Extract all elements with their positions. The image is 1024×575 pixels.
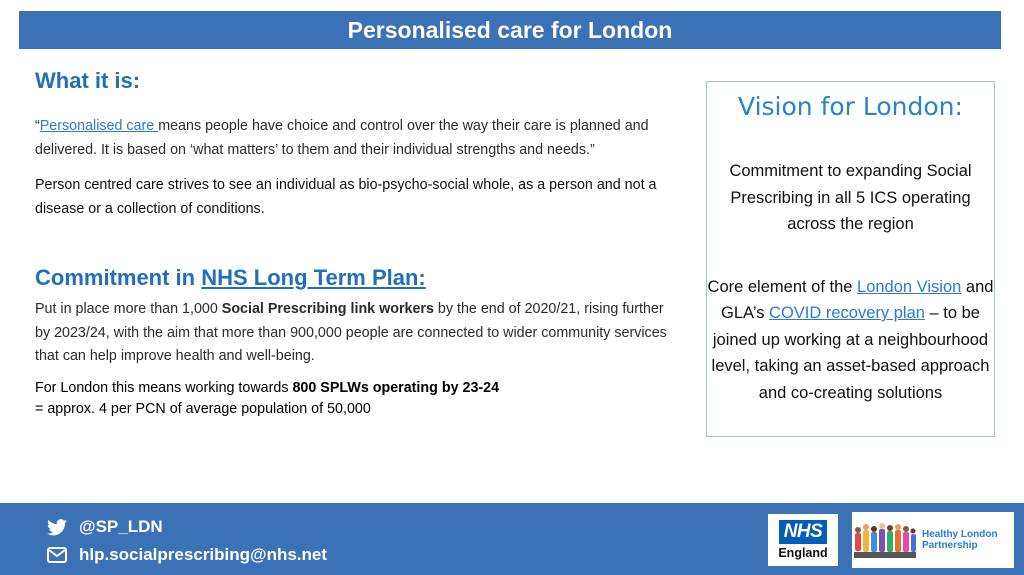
hlp-logo-line1: Healthy London: [922, 529, 998, 540]
personalised-care-link[interactable]: Personalised care: [39, 118, 159, 134]
email-contact[interactable]: [47, 545, 327, 565]
pcn-approx-text: = approx. 4 per PCN of average population of 50,000: [35, 400, 371, 417]
covid-recovery-plan-link[interactable]: COVID recovery plan: [769, 304, 925, 322]
footer-bar: [0, 503, 1024, 575]
personalised-care-definition: [35, 115, 675, 162]
healthy-london-partnership-logo: [852, 512, 1014, 568]
vision-text-a: Core element of the: [707, 277, 858, 296]
vision-core-element-text: [707, 274, 994, 407]
twitter-handle: @SP_LDN: [79, 517, 163, 536]
email-address: hlp.socialprescribing@nhs.net: [79, 545, 328, 564]
commitment-paragraph: [35, 298, 675, 369]
commitment-heading-prefix: Commitment in: [35, 265, 202, 290]
vision-title: Vision for London:: [738, 92, 963, 121]
commitment-text-a: Put in place more than 1,000: [35, 301, 222, 317]
nhs-england-logo: [768, 514, 838, 566]
commitment-text-b: by the end of 2020/21, rising further by 2023/24, with the aim that more than 900,000 people are connected to wider community services that can help improve health and well-being.: [35, 301, 667, 364]
hlp-logo-text: [922, 529, 998, 551]
envelope-icon: [47, 547, 67, 563]
nhs-logo-mark: NHS: [779, 520, 828, 544]
title-bar: [19, 11, 1001, 49]
hlp-logo-line2: Partnership: [922, 540, 978, 551]
nhs-long-term-plan-link[interactable]: NHS Long Term Plan:: [201, 265, 426, 290]
vision-commitment-text: Commitment to expanding Social Prescribing in all 5 ICS operating across the region: [729, 162, 972, 233]
twitter-icon: [47, 519, 67, 536]
nhs-logo-england: England: [778, 546, 828, 560]
twitter-contact[interactable]: [47, 517, 163, 537]
page-title: Personalised care for London: [347, 16, 673, 43]
london-target-text: For London this means working towards: [35, 379, 293, 396]
vision-text-b: and GLA’s: [721, 277, 994, 322]
open-quote: “: [35, 118, 40, 134]
vision-text-c: – to be joined up working at a neighbourhood level, taking an asset-based approach and co-creating solutions: [711, 304, 990, 402]
left-column: [35, 68, 675, 420]
definition-text: means people have choice and control over the way their care is planned and delivered. It is based on ‘what matters’ to them and their individual strengths and needs.”: [35, 118, 649, 158]
what-it-is-heading: What it is:: [35, 68, 141, 93]
london-vision-link[interactable]: London Vision: [857, 277, 962, 296]
london-target-paragraph: [35, 378, 675, 420]
vision-box: [706, 81, 995, 437]
people-group-icon: [852, 518, 918, 562]
person-centred-care-text: Person centred care strives to see an individual as bio-psycho-social whole, as a person and not a disease or a collection of conditions.: [35, 177, 657, 217]
commitment-bold: Social Prescribing link workers: [221, 301, 434, 317]
commitment-heading: [35, 265, 675, 291]
london-target-bold: 800 SPLWs operating by 23-24: [292, 379, 500, 396]
